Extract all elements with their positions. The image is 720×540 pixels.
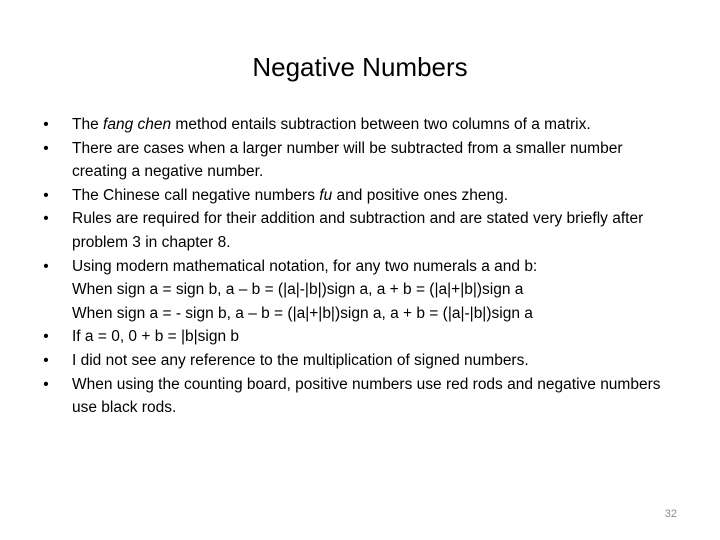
bullet-icon: • — [43, 351, 49, 369]
bullet-text: If a = 0, 0 + b = |b|sign b — [72, 328, 240, 346]
bullet-icon: • — [43, 257, 49, 275]
bullet-icon: • — [43, 116, 49, 133]
bullet-text: Using modern mathematical notation, for any two numerals a and b: — [72, 257, 538, 275]
bullet-item — [40, 255, 680, 326]
formula-line: When sign a = - sign b, a – b = (|a|+|b|)sign a, a + b = (|a|-|b|)sign a — [72, 304, 533, 322]
bullet-item — [40, 184, 680, 208]
bullet-icon: • — [43, 139, 49, 157]
bullet-icon: • — [43, 328, 49, 346]
page-number: 32 — [664, 508, 677, 520]
bullet-text: The Chinese call negative numbers fu and positive ones zheng. — [72, 186, 509, 204]
bullet-emphasis: fang chen — [103, 116, 172, 133]
bullet-list — [40, 113, 680, 420]
bullet-item — [40, 349, 680, 373]
bullet-item — [40, 113, 680, 137]
bullet-icon: • — [43, 210, 49, 228]
bullet-icon: • — [43, 375, 49, 393]
bullet-text: The fang chen method entails subtraction between two columns of a matrix. — [72, 116, 591, 133]
bullet-icon: • — [43, 186, 49, 204]
bullet-item — [40, 325, 680, 349]
formula-line: When sign a = sign b, a – b = (|a|-|b|)sign a, a + b = (|a|+|b|)sign a — [72, 281, 524, 299]
bullet-item — [40, 137, 680, 184]
slide-title: Negative Numbers — [252, 52, 468, 82]
bullet-item — [40, 207, 680, 254]
bullet-text: Rules are required for their addition and subtraction and are stated very briefly after problem 3 in chapter 8. — [72, 210, 644, 251]
bullet-text: I did not see any reference to the multiplication of signed numbers. — [72, 351, 529, 369]
bullet-emphasis: fu — [319, 186, 333, 204]
bullet-item — [40, 373, 680, 420]
bullet-text: When using the counting board, positive numbers use red rods and negative numbers use black rods. — [72, 375, 661, 417]
bullet-text: There are cases when a larger number will be subtracted from a smaller number creating a negative number. — [72, 139, 623, 181]
